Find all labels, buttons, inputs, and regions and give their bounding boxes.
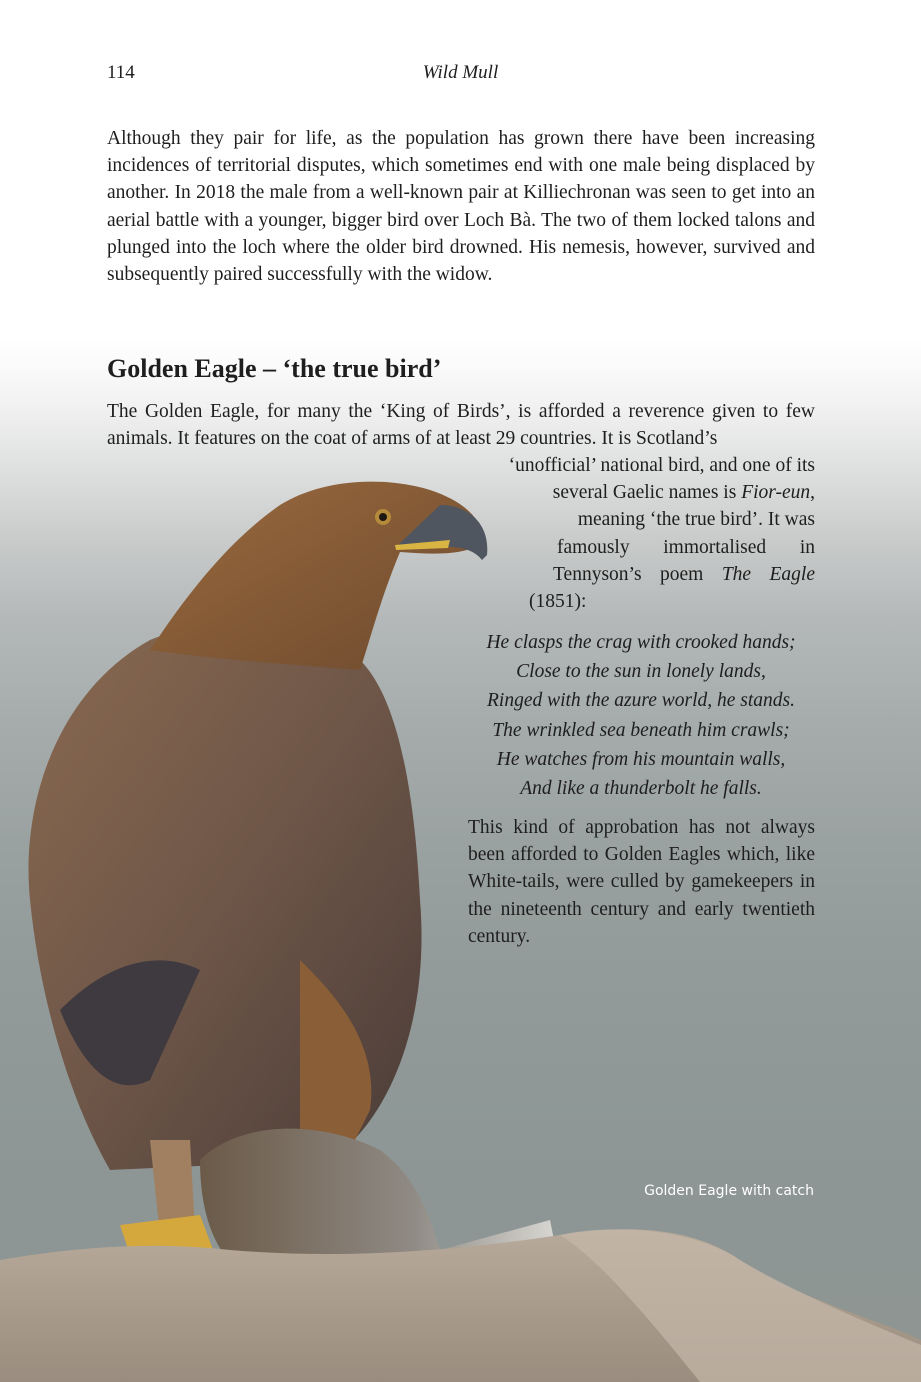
running-head-title: Wild Mull [422,62,499,83]
poem-line: He clasps the crag with crooked hands; [486,632,796,653]
text-line: (1851): [529,591,587,613]
page-number: 114 [107,62,135,83]
text-span: , [810,482,815,504]
section-heading: Golden Eagle – ‘the true bird’ [107,354,442,383]
poem-line: Ringed with the azure world, he stands. [486,690,796,712]
text-line [553,561,815,588]
poem-line: The wrinkled sea beneath him crawls; [492,719,790,741]
poem-title: The Eagle [721,563,816,585]
text-span: Tennyson’s poem [553,563,722,585]
paragraph-approbation: This kind of approbation has not always been afforded to Golden Eagles which, like White-tails, were culled by gamekeepers in the nineteenth century and early twentieth century. [468,817,815,947]
text-span: several Gaelic names is [552,482,742,504]
text-line: ‘unofficial’ national bird, and one of its [508,455,815,476]
text-line [455,479,815,506]
text-line: meaning ‘the true bird’. It was [577,509,815,531]
paragraph-king-of-birds-wrapped [455,452,815,615]
poem-the-eagle [466,628,816,803]
poem-line: And like a thunderbolt he falls. [520,778,762,800]
paragraph-king-of-birds: The Golden Eagle, for many the ‘King of Birds’, is afforded a reverence given to few animals. It features on the coat of arms of at least 29 countries. It is Scotland’s [107,401,815,450]
poem-line: He watches from his mountain walls, [496,748,786,770]
paragraph-territorial-disputes: Although they pair for life, as the population has grown there have been increasing incidences of territorial disputes, which sometimes end with one male being displaced by another. In 2018 the male from a well-known pair at Killiechronan was seen to get into an aerial battle with a younger, bigger bird over Loch Bà. The two of them locked talons and plunged into the loch where the older bird drowned. His nemesis, however, survived and subsequently paired successfully with the widow. [107,128,815,286]
eagle-head [150,482,485,670]
poem-line: Close to the sun in lonely lands, [516,661,766,683]
gaelic-name: Fior-eun [741,482,811,504]
photo-caption: Golden Eagle with catch [644,1183,814,1199]
text-line: famously immortalised in [557,536,815,558]
